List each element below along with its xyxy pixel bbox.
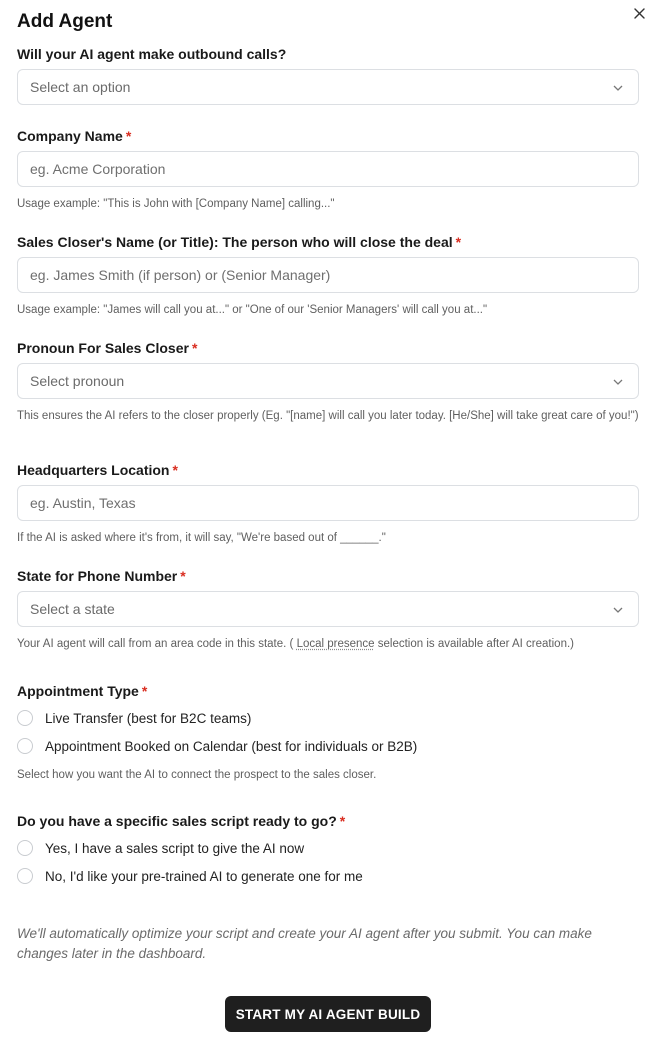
local-presence-link[interactable]: Local presence (296, 638, 375, 650)
closer-name-input[interactable] (30, 267, 638, 283)
script-label: Do you have a specific sales script ready to go? * (17, 813, 346, 829)
chevron-down-icon (612, 376, 624, 388)
pronoun-label: Pronoun For Sales Closer * (17, 340, 198, 356)
outbound-select-value: Select an option (30, 79, 131, 95)
required-mark: * (125, 128, 132, 144)
closer-name-help: Usage example: "James will call you at..." or "One of our 'Senior Managers' will call you at..." (17, 304, 488, 316)
radio-button[interactable] (17, 710, 33, 726)
chevron-down-icon (612, 82, 624, 94)
start-build-button[interactable]: START MY AI AGENT BUILD (225, 996, 431, 1032)
required-mark: * (172, 462, 178, 478)
closer-name-label: Sales Closer's Name (or Title): The person who will close the deal * (17, 234, 462, 250)
required-mark: * (455, 234, 462, 250)
radio-button[interactable] (17, 738, 33, 754)
state-help: Your AI agent will call from an area code in this state. ( Local presence selection is available after AI creation.) (17, 638, 574, 650)
state-label: State for Phone Number * (17, 568, 186, 584)
hq-input[interactable] (30, 495, 638, 511)
company-input[interactable] (30, 161, 638, 177)
close-icon (634, 8, 645, 19)
company-field[interactable] (17, 151, 639, 187)
script-option-yes[interactable]: Yes, I have a sales script to give the AI now (17, 840, 304, 856)
required-mark: * (191, 340, 198, 356)
company-help: Usage example: "This is John with [Company Name] calling..." (17, 198, 335, 210)
appointment-help: Select how you want the AI to connect the prospect to the sales closer. (17, 769, 377, 781)
close-button[interactable] (631, 5, 647, 21)
appointment-label: Appointment Type * (17, 683, 148, 699)
state-select-value: Select a state (30, 601, 115, 617)
required-mark: * (180, 568, 186, 584)
appointment-option-calendar[interactable]: Appointment Booked on Calendar (best for individuals or B2B) (17, 738, 417, 754)
company-label: Company Name * (17, 128, 132, 144)
outbound-label: Will your AI agent make outbound calls? (17, 46, 287, 62)
hq-label: Headquarters Location * (17, 462, 178, 478)
pronoun-help: This ensures the AI refers to the closer properly (Eg. "[name] will call you later today. [He/She] will take great care of you!") (17, 410, 639, 422)
appointment-option-live-transfer[interactable]: Live Transfer (best for B2C teams) (17, 710, 251, 726)
chevron-down-icon (612, 604, 624, 616)
required-mark: * (141, 683, 148, 699)
pronoun-select[interactable] (17, 363, 639, 399)
dialog-title: Add Agent (17, 11, 113, 32)
pronoun-select-value: Select pronoun (30, 373, 125, 389)
hq-field[interactable] (17, 485, 639, 521)
radio-button[interactable] (17, 868, 33, 884)
radio-button[interactable] (17, 840, 33, 856)
outbound-select[interactable] (17, 69, 639, 105)
submit-note: We'll automatically optimize your script and create your AI agent after you submit. You can make changes later in the dashboard. (17, 926, 592, 961)
closer-name-field[interactable] (17, 257, 639, 293)
hq-help: If the AI is asked where it's from, it will say, "We're based out of ______." (17, 532, 386, 544)
required-mark: * (339, 813, 346, 829)
script-option-no[interactable]: No, I'd like your pre-trained AI to generate one for me (17, 868, 363, 884)
state-select[interactable] (17, 591, 639, 627)
